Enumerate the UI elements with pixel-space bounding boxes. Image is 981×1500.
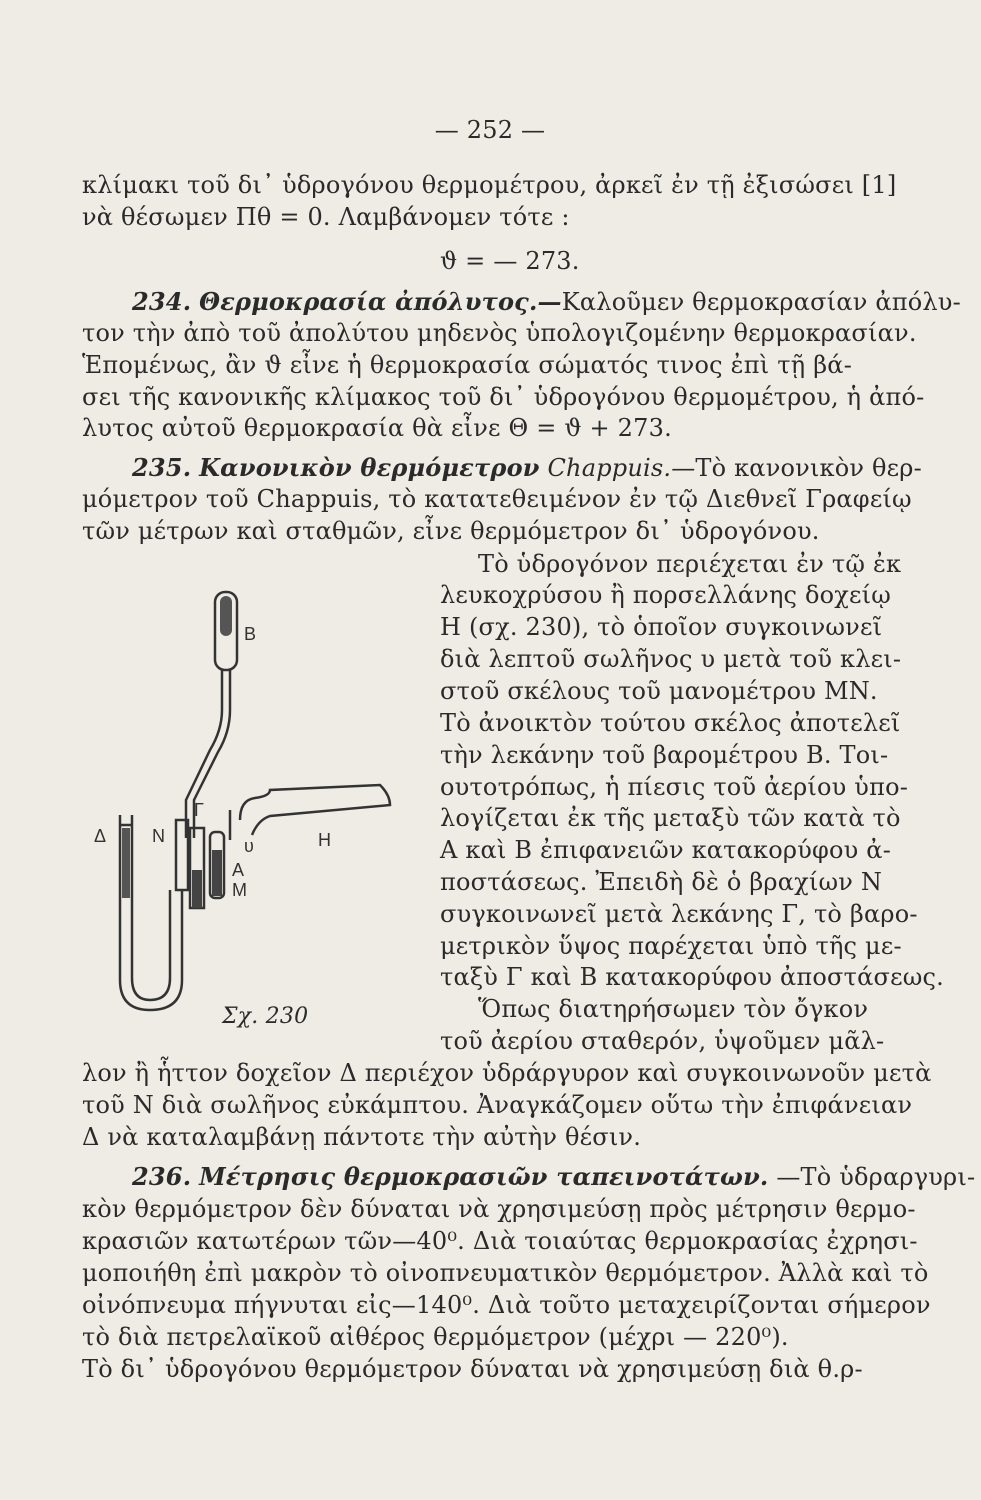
section-234-heading bbox=[82, 287, 961, 317]
text-line: τὴν λεκάνην τοῦ βαρομέτρου Β. Τοι- bbox=[440, 741, 889, 769]
figure-caption: Σχ. 230 bbox=[222, 1004, 309, 1029]
text-line: ποστάσεως. Ἐπειδὴ δὲ ὁ βραχίων Ν bbox=[440, 868, 883, 896]
text-run: Τὸ κανονικὸν θερ- bbox=[695, 454, 922, 482]
bulb-mercury bbox=[212, 850, 222, 896]
text-line: ταξὺ Γ καὶ Β κατακορύφου ἀποστάσεως. bbox=[440, 963, 944, 991]
text-line: διὰ λεπτοῦ σωλῆνος υ μετὰ τοῦ κλει- bbox=[440, 645, 902, 673]
label-a: A bbox=[232, 860, 245, 880]
text-line: μοποιήθη ἐπὶ μακρὸν τὸ οἰνοπνευματικὸν θερμόμετρον. Ἀλλὰ καὶ τὸ bbox=[82, 1259, 929, 1287]
text-line: μετρικὸν ὕψος παρέχεται ὑπὸ τῆς με- bbox=[440, 932, 902, 960]
label-h: H bbox=[318, 830, 331, 850]
section-title: Μέτρησις θερμοκρασιῶν ταπεινοτάτων. bbox=[199, 1162, 769, 1191]
vessel-h bbox=[240, 785, 390, 835]
text-line: τοῦ ἀερίου σταθερόν, ὑψοῦμεν μᾶλ- bbox=[440, 1027, 885, 1055]
label-u: υ bbox=[244, 836, 254, 856]
text-line: λογίζεται ἐκ τῆς μεταξὺ τῶν κατὰ τὸ bbox=[440, 804, 901, 832]
label-b: B bbox=[244, 624, 257, 644]
text-line: Δ νὰ καταλαμβάνῃ πάντοτε τὴν αὐτὴν θέσιν. bbox=[82, 1123, 642, 1151]
page-number: — 252 — bbox=[434, 116, 546, 144]
section-title: Κανονικὸν θερμόμετρον bbox=[199, 453, 540, 482]
label-gamma: Γ bbox=[194, 800, 204, 820]
text-line: Ἑπομένως, ἂν ϑ εἶνε ἡ θερμοκρασία σώματός τινος ἐπὶ τῇ βά- bbox=[82, 351, 852, 379]
section-number: 234. bbox=[132, 287, 192, 316]
figure-230-apparatus bbox=[90, 580, 420, 1040]
text-line: μόμετρον τοῦ Chappuis, τὸ κατατεθειμένον ἐν τῷ Διεθνεῖ Γραφείῳ bbox=[82, 485, 912, 513]
text-line: λευκοχρύσου ἢ πορσελλάνης δοχείῳ bbox=[440, 581, 892, 609]
text-line: τοῦ Ν διὰ σωλῆνος εὐκάμπτου. Ἀναγκάζομεν οὕτω τὴν ἐπιφάνειαν bbox=[82, 1091, 913, 1119]
text-run: Τὸ ὑδραργυρι- bbox=[800, 1163, 976, 1191]
text-line: τῶν μέτρων καὶ σταθμῶν, εἶνε θερμόμετρον δι᾽ ὑδρογόνου. bbox=[82, 517, 820, 545]
text-line: Ὅπως διατηρήσωμεν τὸν ὄγκον bbox=[478, 995, 869, 1023]
label-m: M bbox=[232, 880, 247, 900]
mercury-fill bbox=[220, 596, 232, 636]
text-line: τον τὴν ἀπὸ τοῦ ἀπολύτου μηδενὸς ὑπολογιζομένην θερμοκρασίαν. bbox=[82, 319, 917, 347]
reservoir-mercury bbox=[122, 828, 130, 898]
text-line: σει τῆς κανονικῆς κλίμακος τοῦ δι᾽ ὑδρογόνου θερμομέτρου, ἡ ἀπό- bbox=[82, 383, 925, 411]
text-line: Α καὶ Β ἐπιφανειῶν κατακορύφου ἀ- bbox=[440, 836, 891, 864]
text-line: Τὸ ὑδρογόνον περιέχεται ἐν τῷ ἐκ bbox=[478, 550, 902, 578]
text-line: Τὸ ἀνοικτὸν τούτου σκέλος ἀποτελεῖ bbox=[440, 709, 901, 737]
text-line: κλίμακι τοῦ δι᾽ ὑδρογόνου θερμομέτρου, ἀρκεῖ ἐν τῇ ἐξισώσει [1] bbox=[82, 171, 897, 199]
text-line: λον ἢ ἧττον δοχεῖον Δ περιέχον ὑδράργυρον καὶ συγκοινωνοῦν μετὰ bbox=[82, 1059, 932, 1087]
section-number: 235. bbox=[132, 453, 192, 482]
text-line: κρασιῶν κατωτέρων τῶν—40⁰. Διὰ τοιαύτας θερμοκρασίας ἐχρησι- bbox=[82, 1227, 918, 1255]
tube-mercury bbox=[192, 870, 202, 908]
text-line: οἰνόπνευμα πήγνυται εἰς—140⁰. Διὰ τοῦτο μεταχειρίζονται σήμερον bbox=[82, 1291, 931, 1319]
text-line: ουτοτρόπως, ἡ πίεσις τοῦ ἀερίου ὑπο- bbox=[440, 773, 909, 801]
text-line: τὸ διὰ πετρελαϊκοῦ αἰθέρος θερμόμετρον (μέχρι — 220⁰). bbox=[82, 1323, 789, 1351]
section-number: 236. bbox=[132, 1162, 192, 1191]
label-delta: Δ bbox=[94, 826, 107, 846]
dash: — bbox=[776, 1163, 801, 1191]
section-236-heading bbox=[82, 1162, 976, 1192]
text-run: Καλοῦμεν θερμοκρασίαν ἀπόλυ- bbox=[561, 288, 961, 316]
section-235-heading bbox=[82, 453, 922, 483]
text-line: νὰ θέσωμεν Πθ = 0. Λαμβάνομεν τότε : bbox=[82, 203, 570, 231]
text-line: κὸν θερμόμετρον δὲν δύναται νὰ χρησιμεύσῃ πρὸς μέτρησιν θερμο- bbox=[82, 1195, 916, 1223]
section-name: Chappuis.— bbox=[547, 454, 696, 482]
text-line: λυτος αὐτοῦ θερμοκρασία θὰ εἶνε Θ = ϑ + 273. bbox=[82, 414, 672, 442]
text-line: συγκοινωνεῖ μετὰ λεκάνης Γ, τὸ βαρο- bbox=[440, 900, 918, 928]
equation: ϑ = — 273. bbox=[440, 247, 580, 275]
text-line: στοῦ σκέλους τοῦ μανομέτρου ΜΝ. bbox=[440, 677, 878, 705]
label-n: N bbox=[152, 826, 165, 846]
text-line: Η (σχ. 230), τὸ ὁποῖον συγκοινωνεῖ bbox=[440, 613, 883, 641]
text-line: Τὸ δι᾽ ὑδρογόνου θερμόμετρον δύναται νὰ χρησιμεύσῃ διὰ θ.ρ- bbox=[82, 1355, 863, 1383]
section-title: Θερμοκρασία ἀπόλυτος.— bbox=[199, 287, 562, 316]
